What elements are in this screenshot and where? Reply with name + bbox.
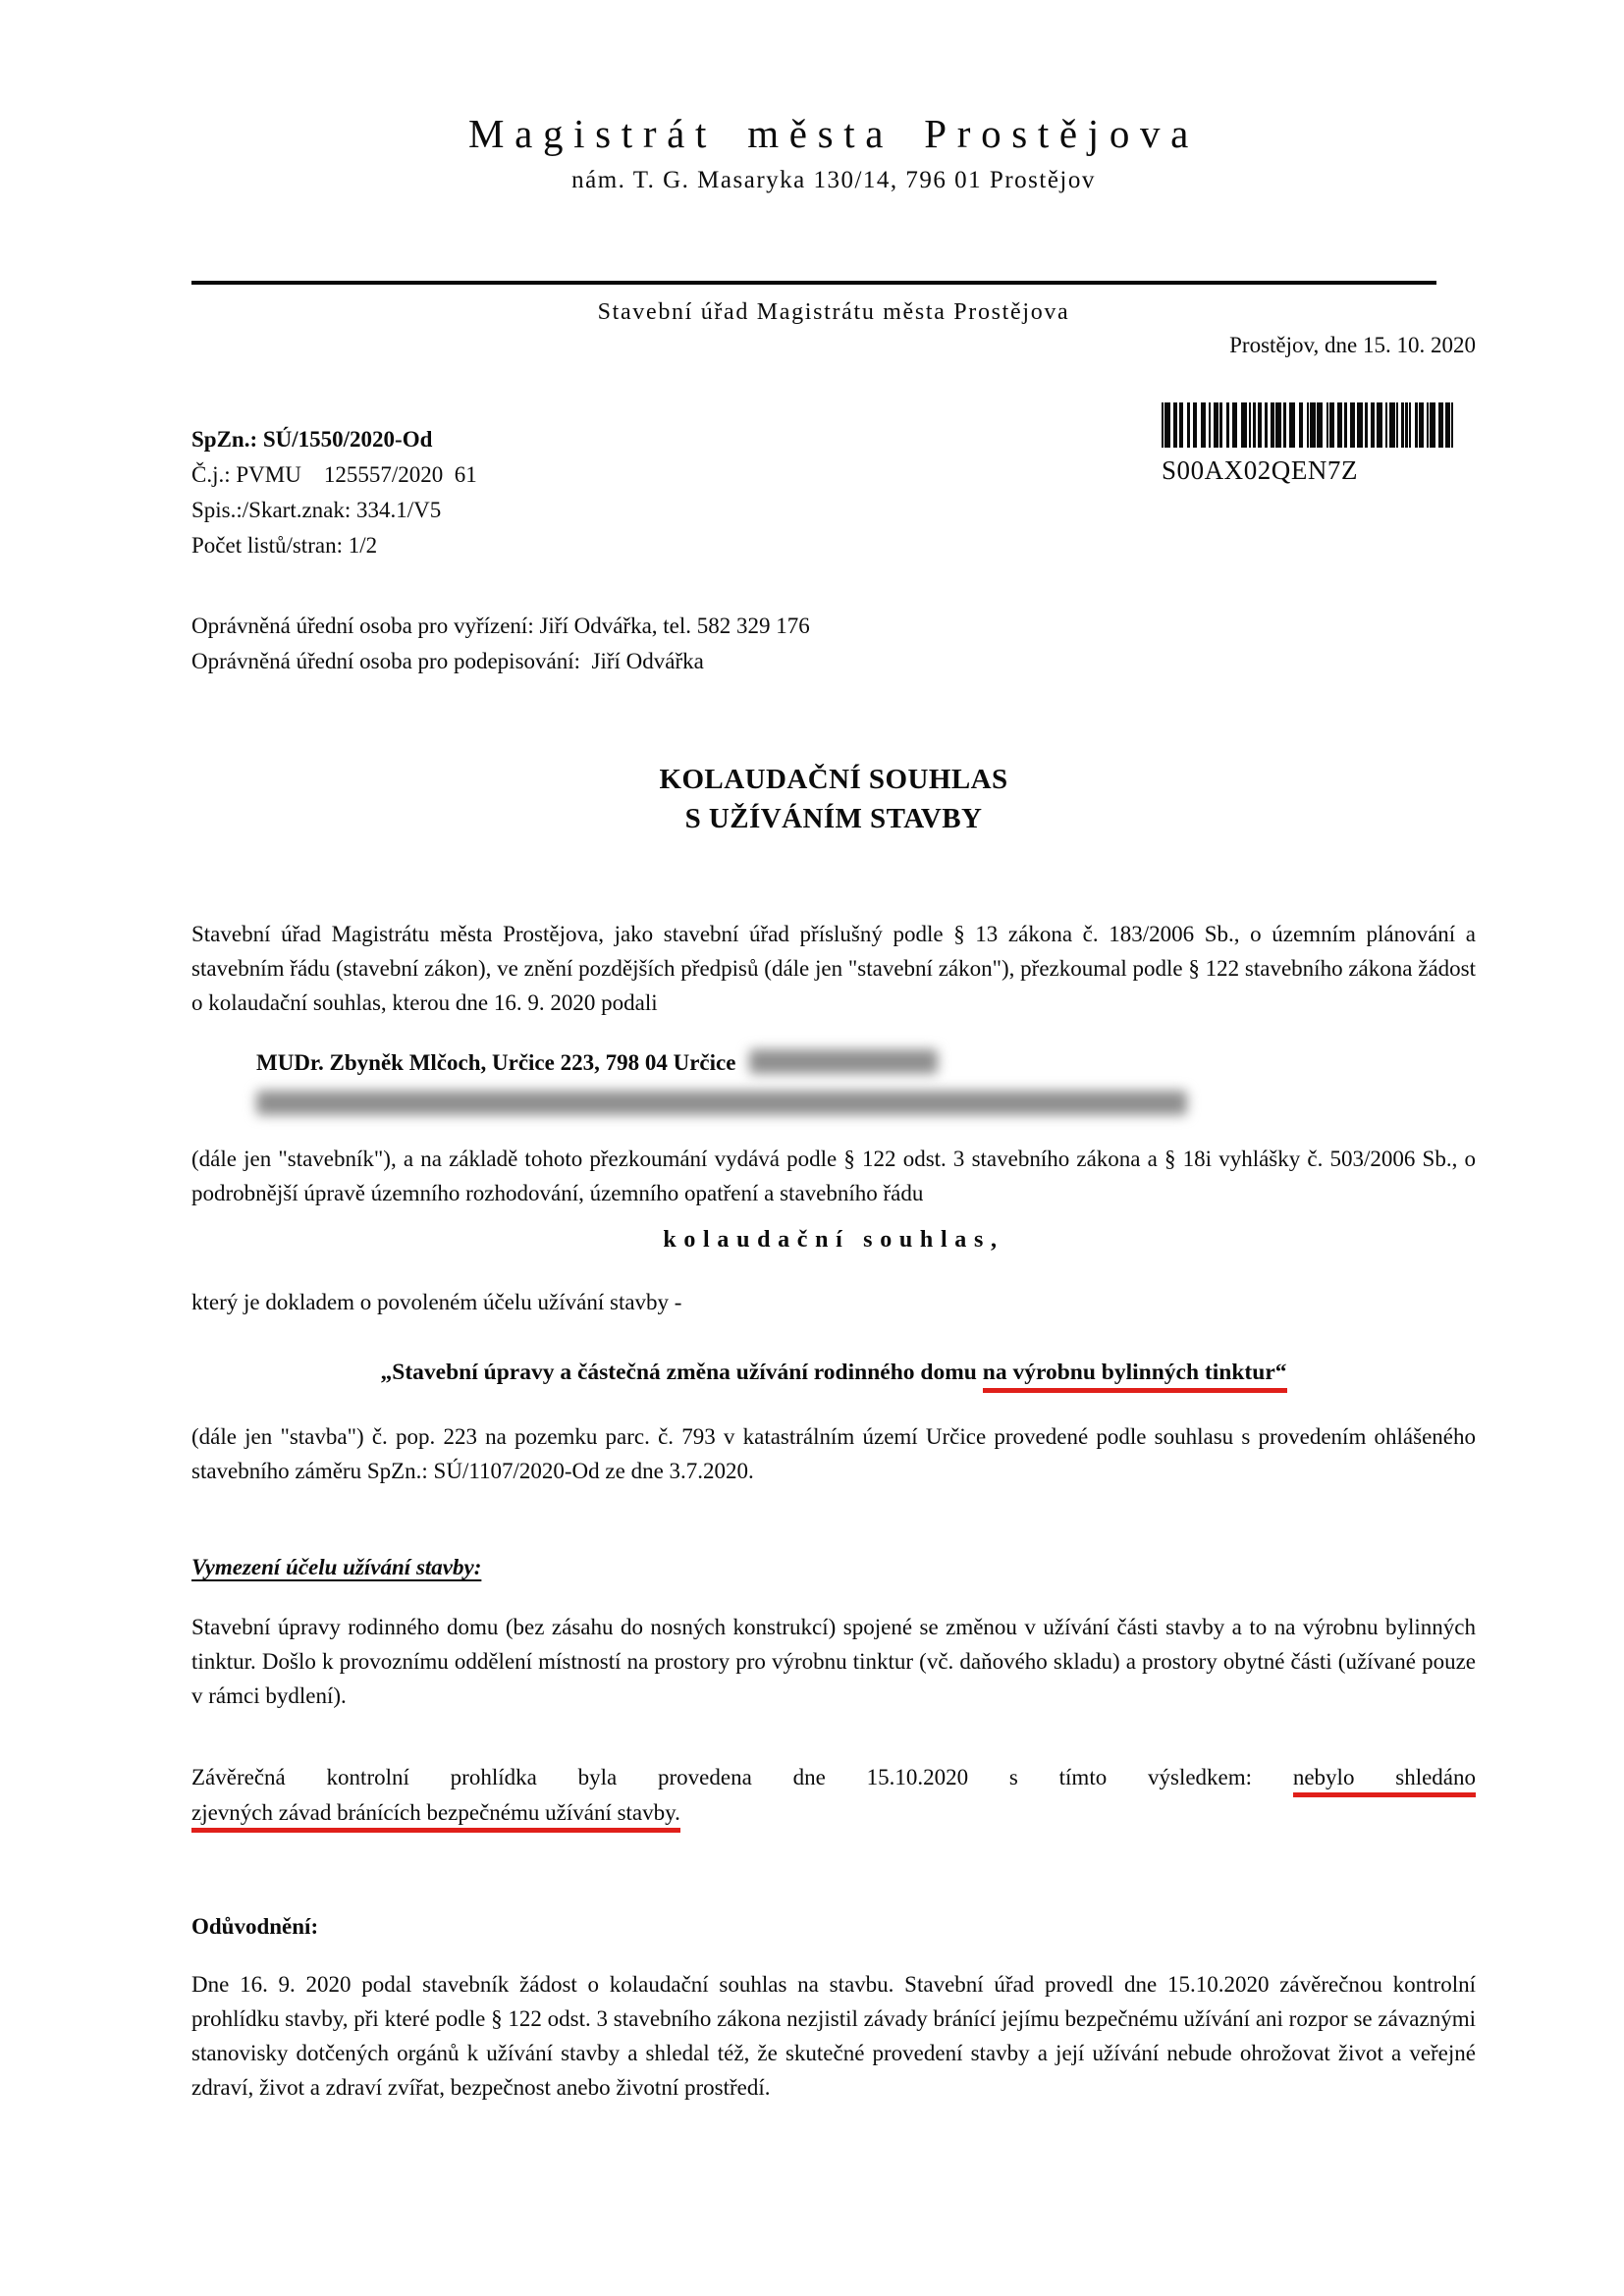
project-name-prefix: „Stavební úpravy a částečná změna užívání rodinného domu: [380, 1360, 983, 1385]
paragraph-stavba: (dále jen "stavba") č. pop. 223 na pozemku parc. č. 793 v katastrálním území Určice provedené podle souhlasu s provedením ohlášeného stavebního záměru SpZn.: SÚ/1107/2020-Od ze dne 3.7.2020.: [191, 1424, 1476, 1483]
inspection-underlined-2: zjevných závad bránících bezpečnému užívání stavby.: [191, 1800, 680, 1833]
department-line: Stavební úřad Magistrátu města Prostějova: [597, 299, 1070, 325]
project-name-quote: [191, 1355, 1476, 1390]
file-number-spis: Spis.:/Skart.znak: 334.1/V5: [191, 498, 442, 522]
inspection-line1: [191, 1760, 1476, 1794]
document-title-line1: KOLAUDAČNÍ SOUHLAS: [659, 764, 1008, 795]
inspection-result: [191, 1760, 1476, 1830]
barcode-image: [1162, 402, 1464, 448]
officials-block: [191, 609, 1476, 679]
paragraph-vymezeni: Stavební úpravy rodinného domu (bez zásahu do nosných konstrukcí) spojené se změnou v užívání části stavby a to na výrobnu bylinných tinktur. Došlo k provoznímu oddělení místností na prostory pro výrobnu tinktur (vč. daňového skladu) a prostory obytné části (užívané pouze v rámci bydlení).: [191, 1615, 1476, 1708]
applicant-line: [256, 1045, 1476, 1081]
inspection-line2: [191, 1795, 1476, 1830]
official-signing: Oprávněná úřední osoba pro podepisování: Jiří Odvářka: [191, 649, 704, 673]
inspection-prefix: Závěrečná kontrolní prohlídka byla provedena dne 15.10.2020 s tímto výsledkem:: [191, 1765, 1293, 1789]
official-handling: Oprávněná úřední osoba pro vyřízení: Jiří Odvářka, tel. 582 329 176: [191, 614, 810, 638]
paragraph-intro: Stavební úřad Magistrátu města Prostějova, jako stavební úřad příslušný podle § 13 zákona č. 183/2006 Sb., o územním plánování a stavebním řádu (stavební zákon), ve znění pozdějších předpisů (dále jen "stavební zákon"), přezkoumal podle § 122 stavebního zákona žádost o kolaudační souhlas, kterou dne 16. 9. 2020 podali: [191, 922, 1476, 1015]
inspection-underlined-1: nebylo shledáno: [1293, 1765, 1476, 1797]
barcode-block: [1162, 402, 1464, 487]
file-number-spzn: SpZn.: SÚ/1550/2020-Od: [191, 427, 433, 452]
redacted-text: [256, 1091, 1187, 1115]
authority-title: Magistrát města Prostějova: [467, 111, 1199, 156]
section-heading-vymezeni: Vymezení účelu užívání stavby:: [191, 1555, 482, 1579]
redacted-text: [749, 1049, 938, 1074]
authority-address: nám. T. G. Masaryka 130/14, 796 01 Prostějov: [571, 167, 1096, 193]
place-date: Prostějov, dne 15. 10. 2020: [1229, 333, 1476, 357]
barcode-code: S00AX02QEN7Z: [1162, 455, 1358, 485]
paragraph-oduvodneni: Dne 16. 9. 2020 podal stavebník žádost o kolaudační souhlas na stavbu. Stavební úřad provedl dne 15.10.2020 závěrečnou kontrolní prohlídku stavby, při které podle § 122 odst. 3 stavebního zákona nezjistil závady bránící jejímu bezpečnému užívání ani rozpor se závaznými stanovisky dotčených orgánů k užívání stavby a shledal též, že skutečné provedení stavby a její užívání nebude ohrožovat život a veřejné zdraví, život a zdraví zvířat, bezpečnost anebo životní prostředí.: [191, 1972, 1476, 2100]
purpose-lead: který je dokladem o povoleném účelu užívání stavby -: [191, 1290, 682, 1314]
applicant-name: MUDr. Zbyněk Mlčoch, Určice 223, 798 04 Určice: [256, 1050, 736, 1075]
document-title-line2: S UŽÍVÁNÍM STAVBY: [684, 803, 983, 834]
letterhead-divider: [191, 281, 1436, 285]
paragraph-basis: (dále jen "stavebník"), a na základě tohoto přezkoumání vydává podle § 122 odst. 3 stavebního zákona a § 18i vyhlášky č. 503/2006 Sb., o podrobnější úpravě územního rozhodování, územního opatření a stavebního řádu: [191, 1147, 1476, 1205]
section-heading-oduvodneni: Odůvodnění:: [191, 1914, 319, 1939]
file-number-cj: Č.j.: PVMU 125557/2020 61: [191, 462, 477, 487]
project-name-underlined: na výrobnu bylinných tinktur“: [983, 1360, 1287, 1393]
document-title: [191, 760, 1476, 838]
redacted-row: [256, 1091, 1476, 1116]
consent-line: kolaudační souhlas,: [663, 1227, 1004, 1253]
page-count: Počet listů/stran: 1/2: [191, 533, 378, 558]
